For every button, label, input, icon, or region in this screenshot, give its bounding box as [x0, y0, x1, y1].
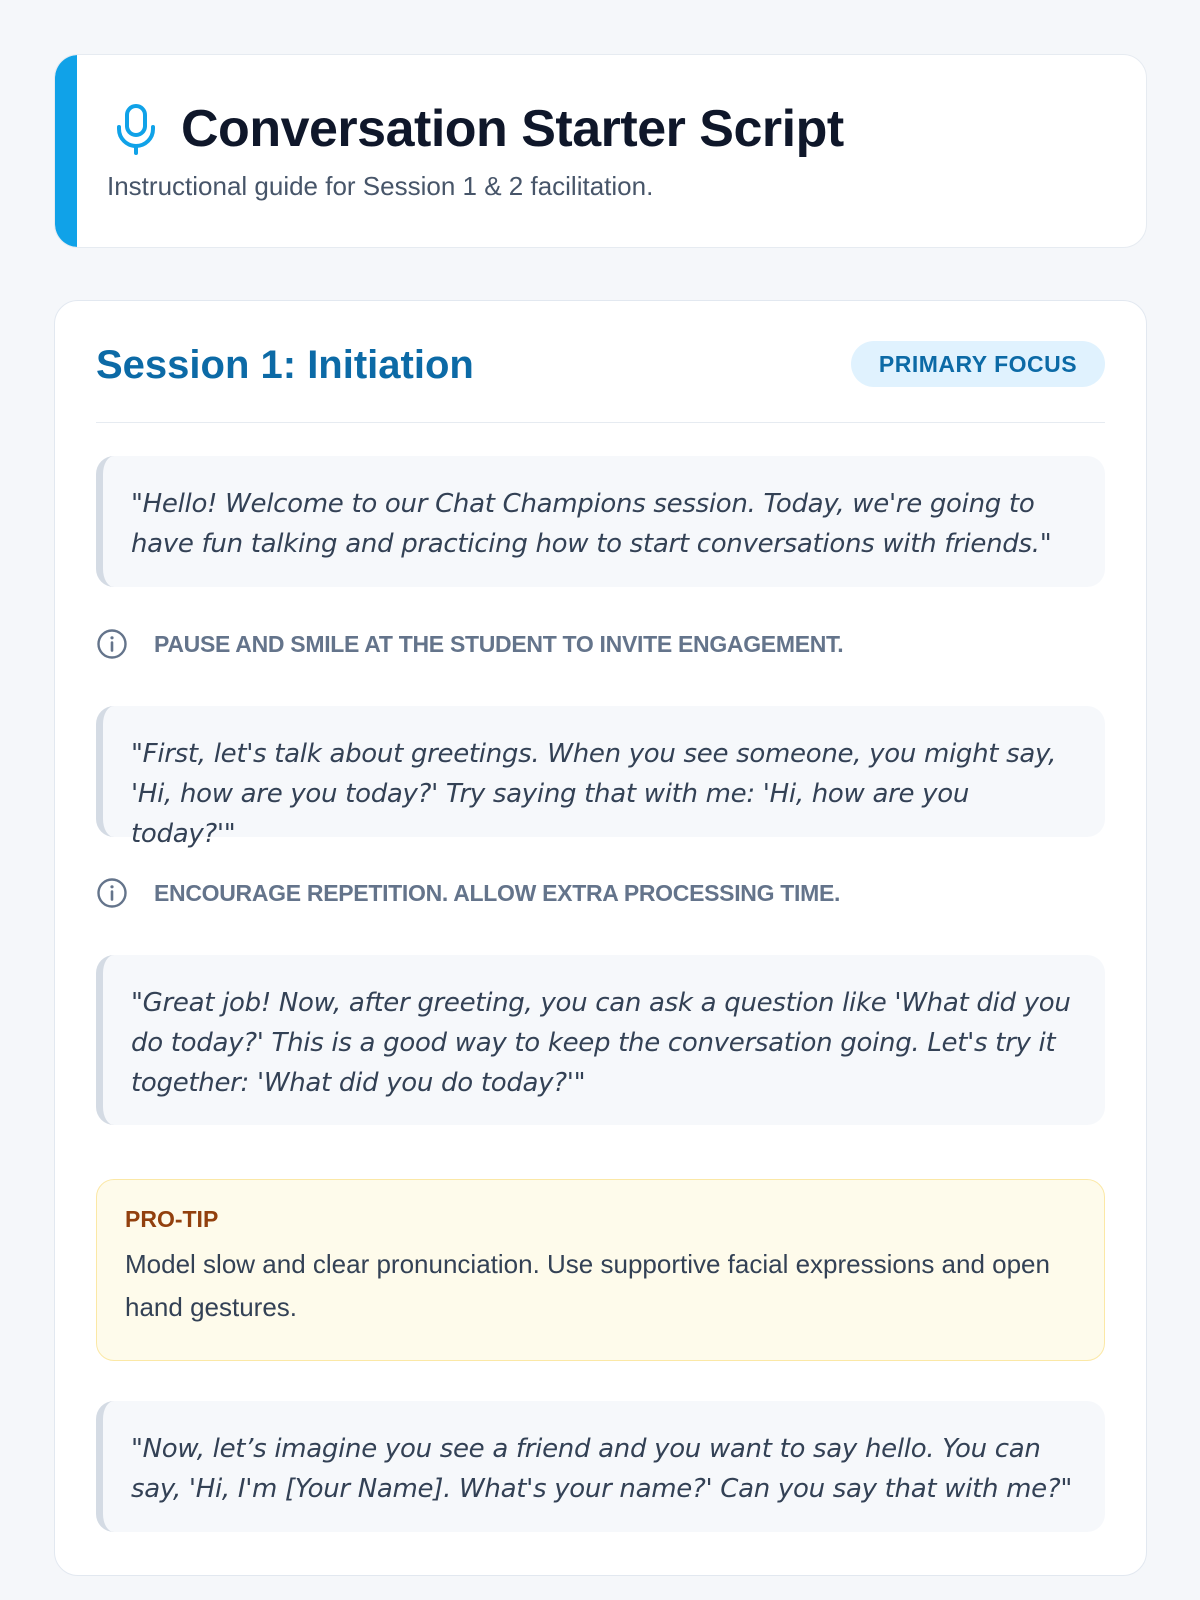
header-title-row: [113, 93, 844, 165]
facilitator-note: [96, 873, 1105, 913]
pro-tip-box: [96, 1179, 1105, 1361]
script-quote: "Hello! Welcome to our Chat Champions session. Today, we're going to have fun talking and practicing how to start conversations with friends.": [96, 456, 1105, 587]
note-text: ENCOURAGE REPETITION. ALLOW EXTRA PROCESSING TIME.: [154, 879, 841, 906]
session-card: [54, 300, 1147, 1576]
info-icon: [96, 877, 128, 909]
script-quote: "First, let's talk about greetings. When you see someone, you might say, 'Hi, how are you today?' Try saying that with me: 'Hi, how are you today?'": [96, 706, 1105, 837]
header-accent-bar: [55, 55, 77, 247]
page-subtitle: Instructional guide for Session 1 & 2 facilitation.: [107, 171, 654, 201]
facilitator-note: [96, 624, 1105, 664]
note-text: PAUSE AND SMILE AT THE STUDENT TO INVITE ENGAGEMENT.: [154, 630, 844, 657]
pro-tip-label: PRO-TIP: [125, 1206, 219, 1232]
primary-focus-badge: PRIMARY FOCUS: [851, 341, 1105, 387]
header-card: [54, 54, 1147, 248]
script-quote: "Now, let’s imagine you see a friend and you want to say hello. You can say, 'Hi, I'm [Your Name]. What's your name?' Can you say that with me?": [96, 1401, 1105, 1532]
session-header: [96, 337, 1105, 423]
pro-tip-text: Model slow and clear pronunciation. Use supportive facial expressions and open hand gestures.: [125, 1249, 1050, 1322]
session-title: Session 1: Initiation: [96, 343, 474, 387]
script-quote: "Great job! Now, after greeting, you can ask a question like 'What did you do today?' This is a good way to keep the conversation going. Let's try it together: 'What did you do today?'": [96, 955, 1105, 1125]
microphone-icon: [113, 103, 159, 155]
page-title: Conversation Starter Script: [181, 100, 844, 158]
info-icon: [96, 628, 128, 660]
